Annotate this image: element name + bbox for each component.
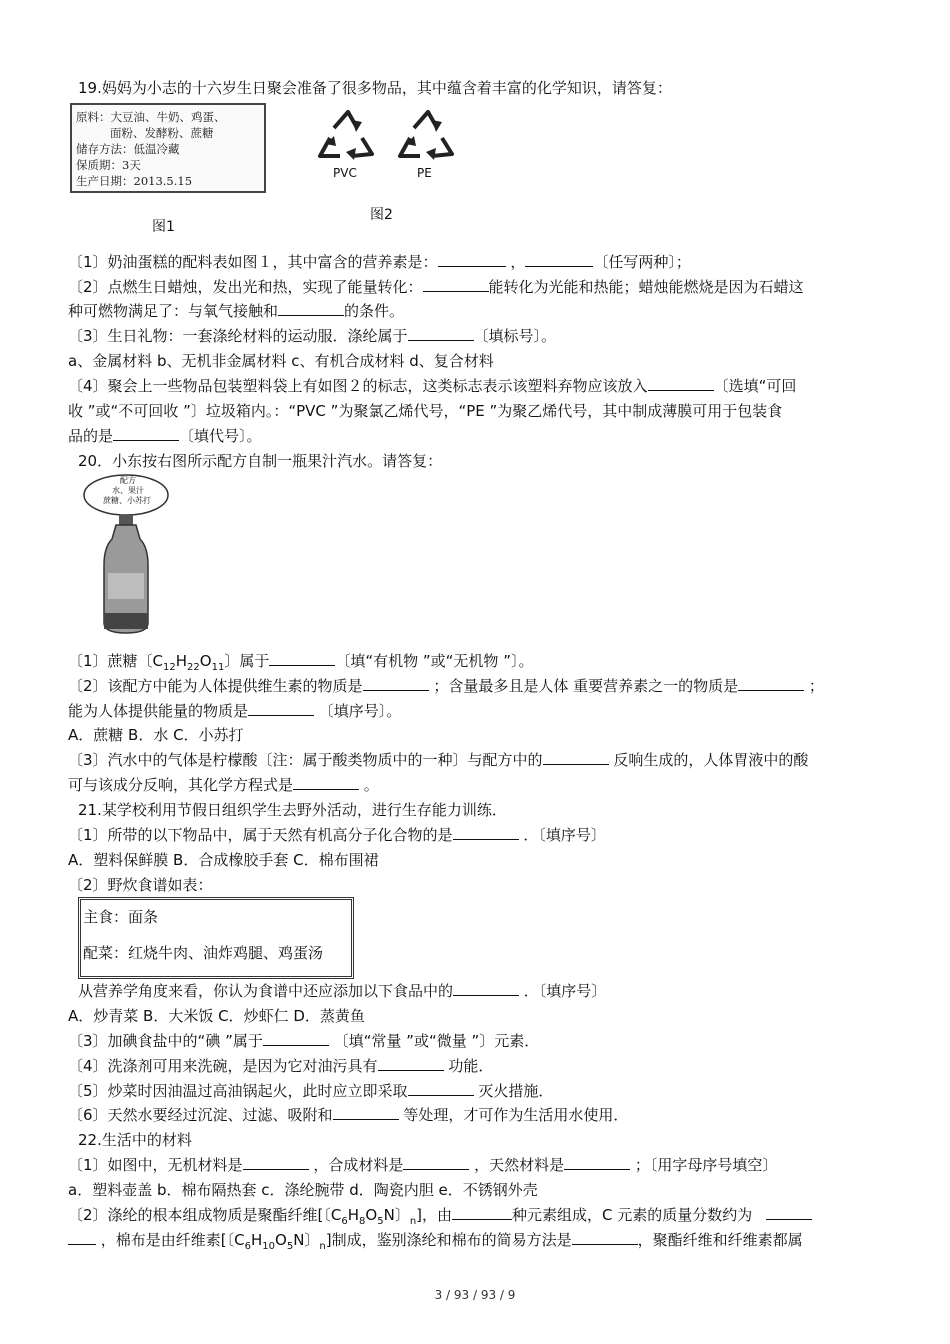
q22-part1-options: a．塑料壶盖 b．棉布隔热套 c．涤纶腕带 d．陶瓷内胆 e．不锈钢外壳 bbox=[68, 1181, 538, 1199]
q19-part3: 〔3〕生日礼物：一套涤纶材料的运动服．涤纶属于 〔填标号〕。 bbox=[68, 327, 557, 345]
bubble-title: 配方 bbox=[120, 476, 136, 485]
q20-part2-line2: 能为人体提供能量的物质是 〔填序号〕。 bbox=[68, 702, 402, 720]
q19-part4-line2: 收 ”或“不可回收 ”〕垃圾箱内。：“PVC ”为聚氯乙烯代号，“PE ”为聚乙烯代号，其中制成薄膜可用于包装食 bbox=[68, 402, 783, 420]
q21-stem: 21.某学校利用节假日组织学生去野外活动，进行生存能力训练． bbox=[78, 801, 507, 819]
q19-part3-options: a、金属材料 b、无机非金属材料 c、有机合成材料 d、复合材料 bbox=[68, 352, 494, 370]
q21-part2-options: A．炒青菜 B．大米饭 C．炒虾仁 D．蒸黄鱼 bbox=[68, 1007, 365, 1025]
q21-part5: 〔5〕炒菜时因油温过高油锅起火，此时应立即采取 灭火措施． bbox=[68, 1082, 554, 1100]
q22-part2-line2: ，棉布是由纤维素[〔$C_6H_{10}O_5N$〕$_n$]制成，鉴别涤纶和棉布的简易方法是 ，聚酯纤维和纤维素都属 bbox=[68, 1229, 803, 1251]
q21-part1-options: A．塑料保鲜膜 B．合成橡胶手套 C．棉布围裙 bbox=[68, 851, 379, 869]
menu-table bbox=[78, 897, 354, 979]
bottle-image bbox=[80, 473, 170, 638]
q19-stem: 19.妈妈为小志的十六岁生日聚会准备了很多物品，其中蕴含着丰富的化学知识，请答复： bbox=[78, 79, 672, 97]
q20-part2-options: A．蔗糖 B．水 C．小苏打 bbox=[68, 726, 244, 744]
q19-part4-line3: 品的是 〔填代号〕。 bbox=[68, 427, 262, 445]
q20-part1: 〔1〕蔗糖〔$C_{12}H_{22}O_{11}$〕属于 〔填“有机物 ”或“无机物 ”〕。 bbox=[68, 652, 534, 673]
q21-part2-question: 从营养学角度来看，你认为食谱中还应添加以下食品中的 ．〔填序号〕 bbox=[78, 982, 607, 1000]
bubble-line2: 水、果汁 bbox=[112, 486, 144, 495]
fig2-caption: 图2 bbox=[370, 207, 393, 223]
q20-part3-line2: 可与该成分反响，其化学方程式是 。 bbox=[68, 776, 379, 794]
q20-part3-line1: 〔3〕汽水中的气体是柠檬酸〔注：属于酸类物质中的一种〕与配方中的 反响生成的，人体胃液中的酸 bbox=[68, 751, 809, 769]
ingredient-label-image bbox=[70, 103, 266, 193]
page-footer: 3 / 93 / 93 / 9 bbox=[434, 1288, 516, 1302]
menu-row-staple: 主食：面条 bbox=[83, 908, 159, 926]
q22-part1: 〔1〕如图中，无机材料是 ，合成材料是 ，天然材料是 ；〔用字母序号填空〕 bbox=[68, 1156, 778, 1174]
fig1-line1: 原料：大豆油、牛奶、鸡蛋、 bbox=[76, 110, 226, 124]
q21-part3: 〔3〕加碘食盐中的“碘 ”属于 〔填“常量 ”或“微量 ”〕元素． bbox=[68, 1032, 540, 1050]
q20-part2-line1: 〔2〕该配方中能为人体提供维生素的物质是 ；含量最多且是人体 重要营养素之一的物质是 ； bbox=[68, 677, 824, 695]
q19-part2-line2: 种可燃物满足了：与氧气接触和 的条件。 bbox=[68, 302, 405, 320]
q19-part4-line1: 〔4〕聚会上一些物品包装塑料袋上有如图２的标志，这类标志表示该塑料弃物应该放入 〔选填“可回 bbox=[68, 377, 797, 395]
q19-part2-line1: 〔2〕点燃生日蜡烛，发出光和热，实现了能量转化： 能转化为光能和热能；蜡烛能燃烧是因为石蜡这 bbox=[68, 278, 804, 296]
q20-stem: 20．小东按右图所示配方自制一瓶果汁汽水。请答复： bbox=[78, 452, 443, 470]
q19-part1: 〔1〕奶油蛋糕的配料表如图１，其中富含的营养素是： ， 〔任写两种〕； bbox=[68, 253, 691, 271]
menu-row-dishes: 配菜：红烧牛肉、油炸鸡腿、鸡蛋汤 bbox=[83, 944, 324, 962]
fig1-caption: 图1 bbox=[152, 219, 175, 235]
q21-part1: 〔1〕所带的以下物品中，属于天然有机高分子化合物的是 ．〔填序号〕 bbox=[68, 826, 606, 844]
recycle-symbols-image bbox=[312, 108, 472, 188]
fig2-sym1: PVC bbox=[333, 166, 357, 180]
fig1-line5: 生产日期：2013.5.15 bbox=[76, 174, 193, 188]
fig1-line4: 保质期：3天 bbox=[76, 158, 141, 172]
fig1-line3: 储存方法：低温冷藏 bbox=[76, 142, 180, 156]
q22-stem: 22.生活中的材料 bbox=[78, 1131, 192, 1149]
fig1-line2: 面粉、发酵粉、蔗糖 bbox=[110, 126, 214, 140]
q21-part4: 〔4〕洗涤剂可用来洗碗，是因为它对油污具有 功能． bbox=[68, 1057, 494, 1075]
q21-part2: 〔2〕野炊食谱如表： bbox=[68, 876, 213, 894]
q21-part6: 〔6〕天然水要经过沉淀、过滤、吸附和 等处理，才可作为生活用水使用． bbox=[68, 1106, 629, 1124]
fig2-sym2: PE bbox=[417, 166, 432, 180]
q22-part2-line1: 〔2〕涤纶的根本组成物质是聚酯纤维[〔$C_6H_8O_5N$〕$_n$]，由 种元素组成，C 元素的质量分数约为 bbox=[68, 1204, 812, 1226]
bubble-line3: 蔗糖、小苏打 bbox=[103, 496, 151, 505]
